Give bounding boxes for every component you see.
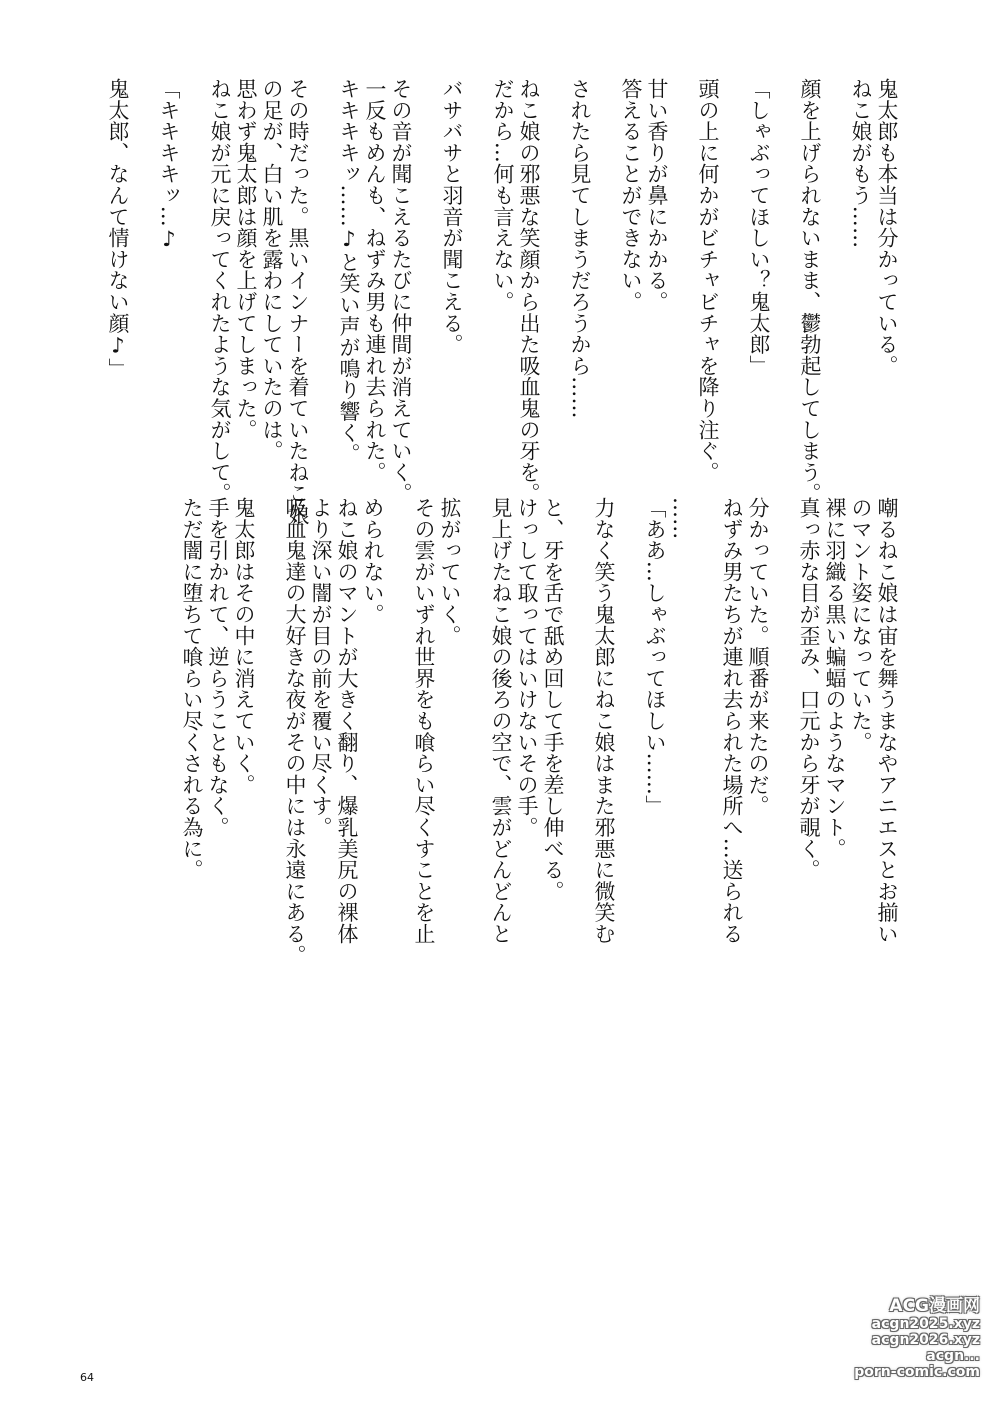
text-line: のマント姿になっていた。: [849, 497, 873, 753]
text-line: 一反もめんも、ねずみ男も連れ去られた。: [363, 78, 387, 483]
site-watermark: [820, 1296, 980, 1380]
text-line: 吸血鬼達の大好きな夜がその中には永遠にある。: [283, 497, 307, 966]
text-line: その時だった。黒いインナーを着ていたねこ娘: [286, 78, 310, 526]
text-line: 嘲るねこ娘は宙を舞うまなやアニエスとお揃い: [875, 497, 899, 945]
watermark-url: acgn...: [926, 1348, 980, 1364]
text-line: 鬼太郎、なんて情けない顔♪」: [106, 78, 130, 380]
text-line: 裸に羽織る黒い蝙蝠のようなマント。: [823, 497, 847, 860]
watermark-url: porn-comic.com: [854, 1364, 980, 1380]
watermark-url: acgn2026.xyz: [871, 1332, 980, 1348]
text-line: 頭の上に何かがビチャビチャを降り注ぐ。: [696, 78, 720, 483]
text-line: ……: [669, 497, 693, 540]
text-line: 分かっていた。順番が来たのだ。: [746, 497, 770, 817]
text-line: 甘い香りが鼻にかかる。: [645, 78, 669, 313]
lower-text-block: [154, 497, 900, 966]
text-line: バサバサと羽音が聞こえる。: [440, 78, 464, 355]
text-line: ねこ娘の邪悪な笑顔から出た吸血鬼の牙を。: [517, 78, 541, 504]
text-line: められない。: [361, 497, 385, 625]
text-line: けっして取ってはいけないその手。: [515, 497, 539, 838]
text-line: 真っ赤な目が歪み、口元から牙が覗く。: [797, 497, 821, 881]
text-line: 顔を上げられないまま、鬱勃起してしまう。: [798, 78, 822, 504]
text-line: 鬼太郎も本当は分かっている。: [875, 78, 899, 377]
text-line: と、牙を舌で舐め回して手を差し伸べる。: [541, 497, 565, 902]
text-line: 「しゃぶってほしい？鬼太郎」: [747, 78, 771, 377]
watermark-url: acgn2025.xyz: [871, 1316, 980, 1332]
text-line: だから…何も言えない。: [491, 78, 515, 313]
text-line: 見上げたねこ娘の後ろの空で、雲がどんどんと: [489, 497, 513, 945]
text-line: されたら見てしまうだろうから……: [568, 78, 592, 419]
text-line: の足が、白い肌を露わにしていたのは。: [260, 78, 284, 462]
text-line: 力なく笑う鬼太郎にねこ娘はまた邪悪に微笑む: [592, 497, 616, 945]
upper-text-block: [105, 78, 900, 526]
text-line: その音が聞こえるたびに仲間が消えていく。: [389, 78, 413, 504]
text-line: 「ああ…しゃぶってほしい……」: [643, 497, 667, 817]
text-line: 拡がっていく。: [438, 497, 462, 647]
text-line: ねずみ男たちが連れ去られた場所へ…送られる: [720, 497, 744, 945]
text-line: 「キキキキッ…♪: [157, 78, 181, 252]
text-line: その雲がいずれ世界をも喰らい尽くすことを止: [412, 497, 436, 945]
text-line: 鬼太郎はその中に消えていく。: [232, 497, 256, 796]
text-line: より深い闇が目の前を覆い尽くす。: [309, 497, 333, 838]
page-number-text: 64: [80, 1371, 94, 1384]
page-number: [80, 1372, 92, 1383]
text-line: ただ闇に堕ちて喰らい尽くされる為に。: [180, 497, 204, 881]
watermark-brand: ACG漫画网: [889, 1296, 980, 1316]
text-line: 手を引かれて、逆らうこともなく。: [206, 497, 230, 838]
text-line: ねこ娘がもう……: [849, 78, 873, 249]
text-line: 答えることができない。: [619, 78, 643, 313]
text-line: ねこ娘のマントが大きく翻り、爆乳美尻の裸体: [335, 497, 359, 945]
text-line: ねこ娘が元に戻ってくれたような気がして。: [208, 78, 232, 504]
text-line: キキキキッ……♪と笑い声が鳴り響く。: [337, 78, 361, 465]
text-line: 思わず鬼太郎は顔を上げてしまった。: [234, 78, 258, 441]
